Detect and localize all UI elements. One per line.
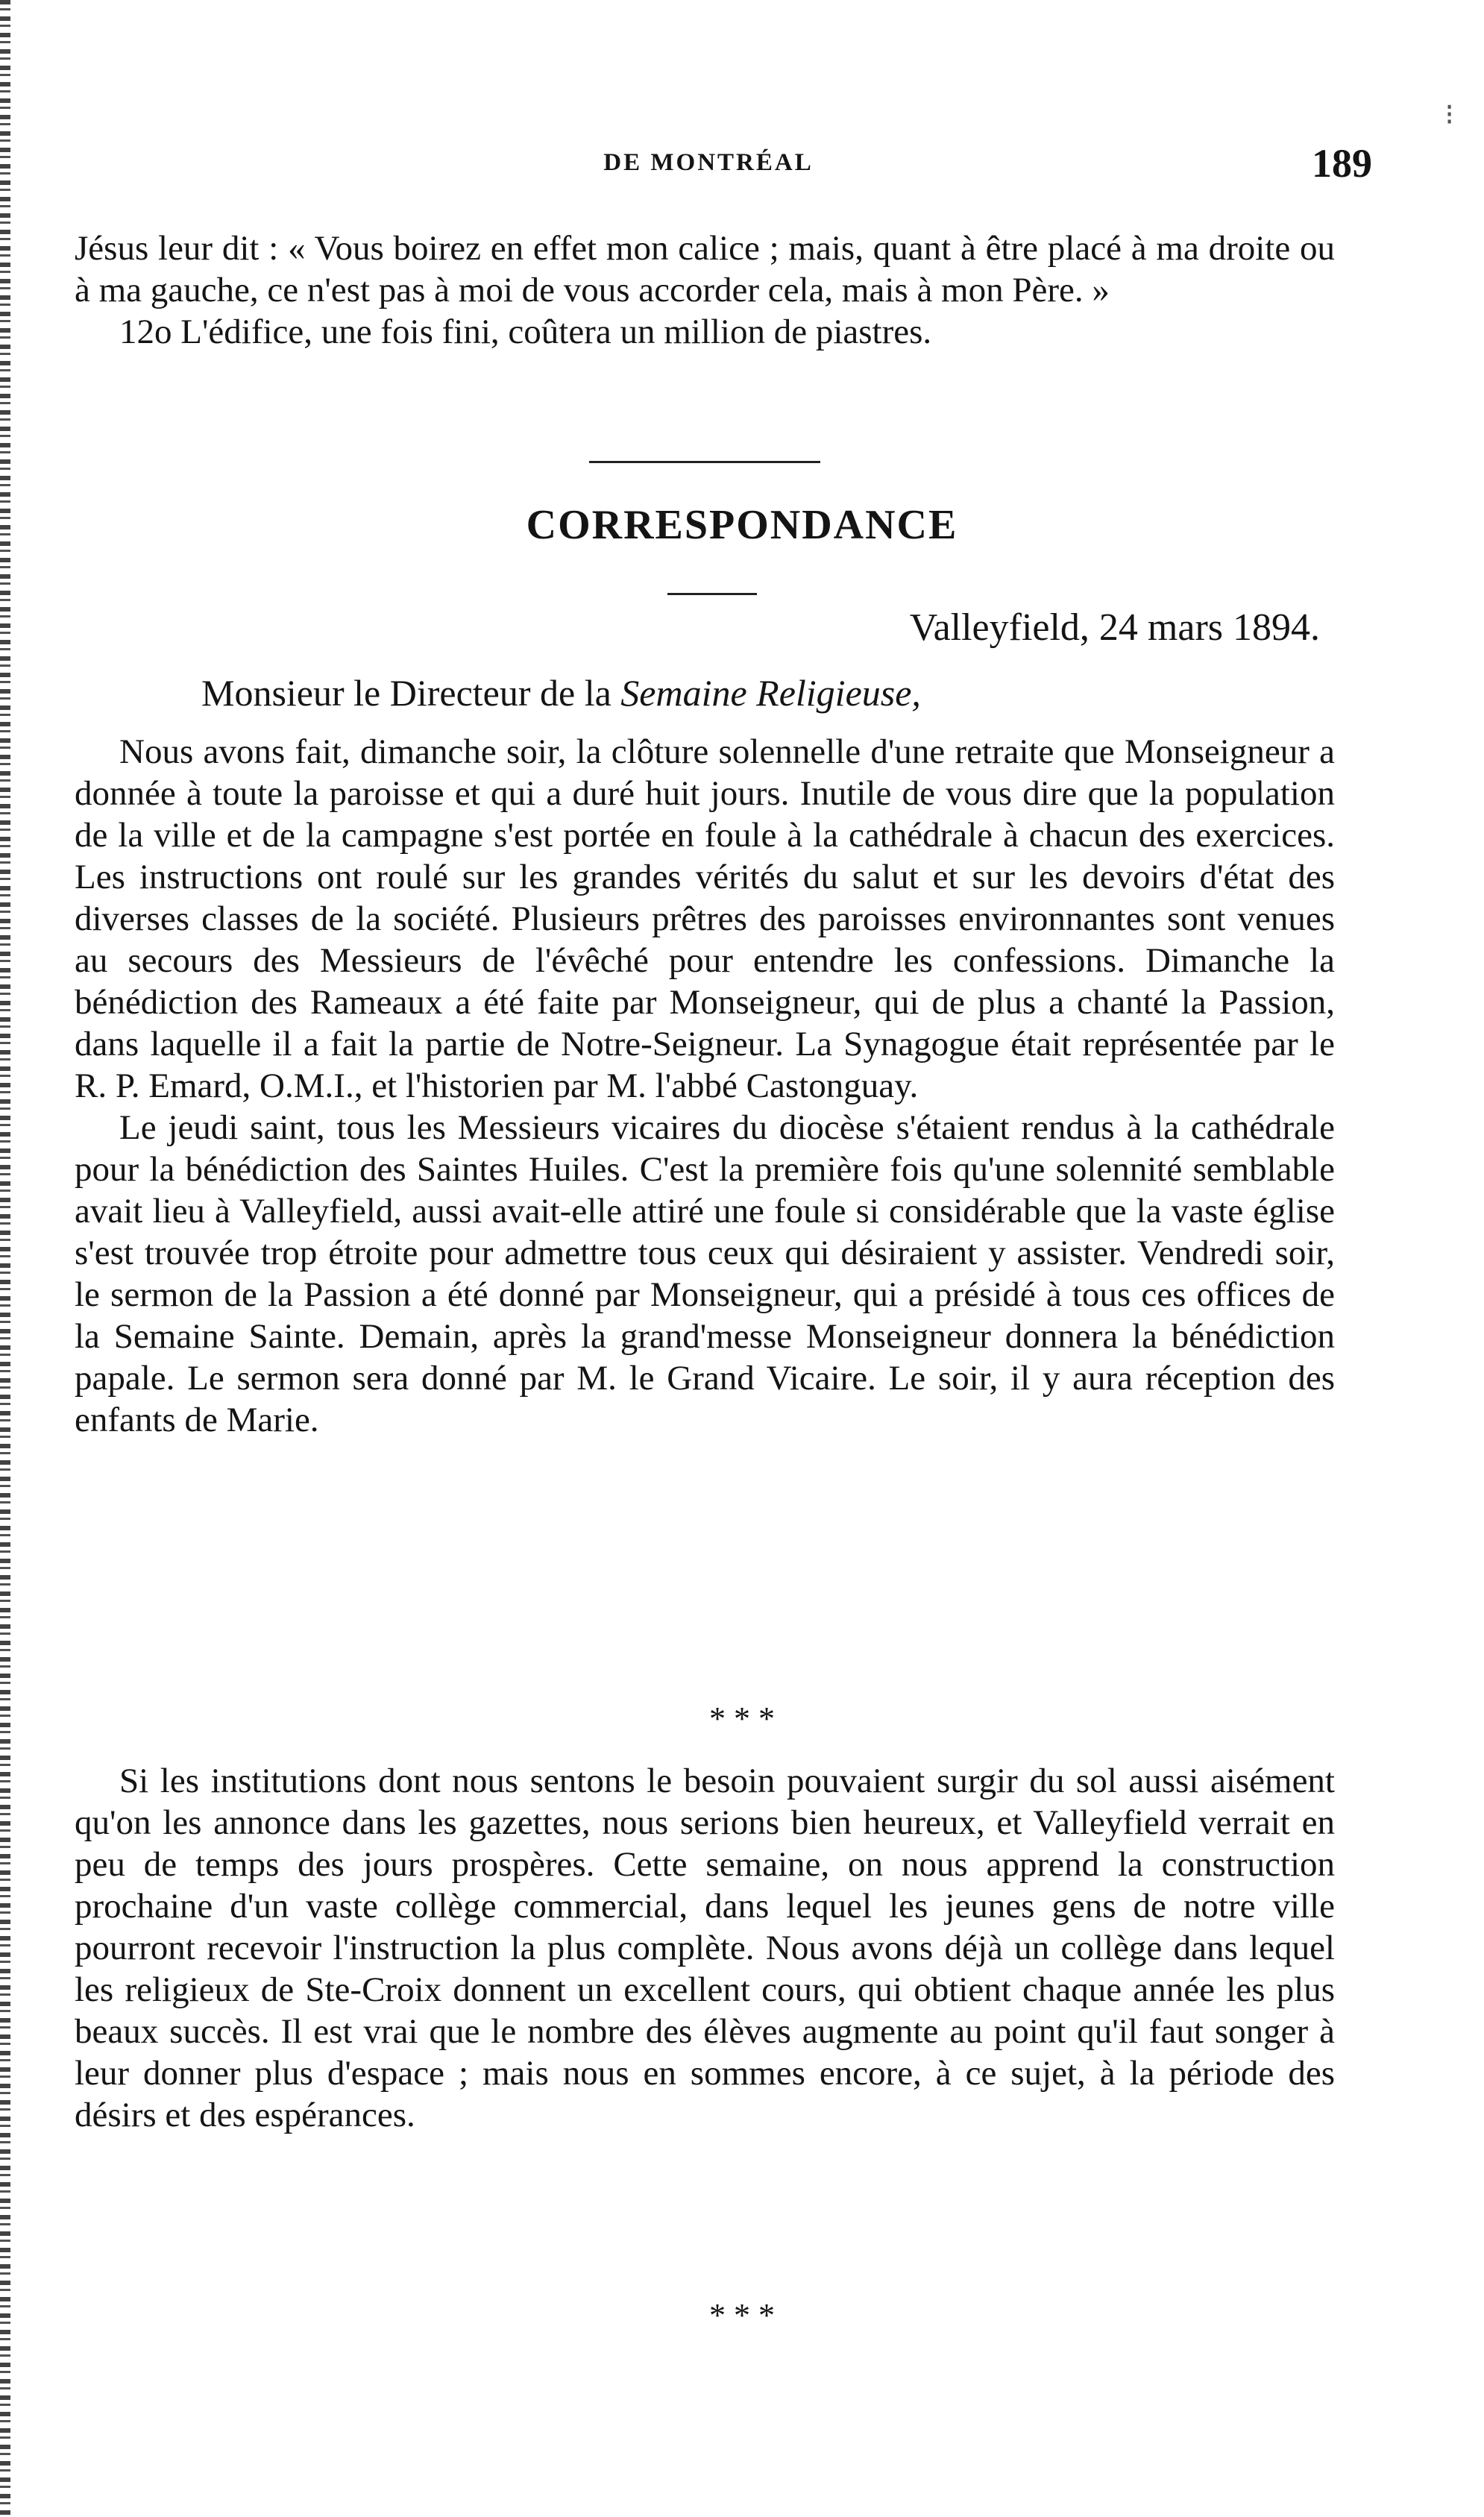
letter-dateline: Valleyfield, 24 mars 1894. [909,606,1320,649]
letter-body [75,731,1335,1441]
scanned-page-edge [0,0,10,2517]
section-heading: CORRESPONDANCE [526,502,958,548]
closing-section [75,1760,1335,2136]
letter-salutation [201,671,921,714]
top-fragment [75,227,1335,353]
asterism: * * * [709,1700,775,1737]
journal-title: Semaine Religieuse, [620,672,921,714]
margin-mark: ⁝ [1444,98,1454,131]
closing-paragraph: Si les institutions dont nous sentons le besoin pouvaient surgir du sol aussi aisément qu'on les annonce dans les gazettes, nous serions bien heureux, et Valleyfield verrait en peu de temps des jours prospères. Cette semaine, on nous apprend la construction prochaine d'un vaste collège commercial, dans lequel les jeunes gens de notre ville pourront recevoir l'instruction la plus complète. Nous avons déjà un collège dans lequel les religieux de Ste-Croix donnent un excellent cours, qui obtient chaque année les plus beaux succès. Il est vrai que le nombre des élèves augmente au point qu'il faut songer à leur donner plus d'espace ; mais nous en sommes encore, à ce sujet, à la période des désirs et des espérances. [75,1762,1335,2134]
page-number: 189 [1312,141,1372,186]
letter-paragraph-1: Nous avons fait, dimanche soir, la clôture solennelle d'une retraite que Monseigneur a donnée à toute la paroisse et qui a duré huit jours. Inutile de vous dire que la population de la ville et de la campagne s'est portée en foule à la cathédrale à chacun des exercices. Les instructions ont roulé sur les grandes vérités du salut et sur les devoirs d'état des diverses classes de la société. Plusieurs prêtres des paroisses environnantes sont venues au secours des Messieurs de l'évêché pour entendre les confessions. Dimanche la bénédiction des Rameaux a été faite par Monseigneur, qui de plus a chanté la Passion, dans laquelle il a fait la partie de Notre-Seigneur. La Synagogue était représentée par le R. P. Emard, O.M.I., et l'historien par M. l'abbé Castonguay. [75,732,1335,1105]
fragment-paragraph-2: 12o L'édifice, une fois fini, coûtera un million de piastres. [119,312,932,351]
asterism-bottom: * * * [709,2297,775,2334]
running-title: DE MONTRÉAL [603,149,814,176]
short-rule [667,593,757,595]
fragment-paragraph-1: Jésus leur dit : « Vous boirez en effet mon calice ; mais, quant à être placé à ma droite ou à ma gauche, ce n'est pas à moi de vous accorder cela, mais à mon Père. » [75,229,1335,309]
separator-rule [589,461,820,463]
salutation-text: Monsieur le Directeur de la [201,672,621,714]
letter-paragraph-2: Le jeudi saint, tous les Messieurs vicaires du diocèse s'étaient rendus à la cathédrale pour la bénédiction des Saintes Huiles. C'est la première fois qu'une solennité semblable avait lieu à Valleyfield, aussi avait-elle attiré une foule si considérable que la vaste église s'est trouvée trop étroite pour admettre tous ceux qui désiraient y assister. Vendredi soir, le sermon de la Passion a été donné par Monseigneur, qui a présidé à tous ces offices de la Semaine Sainte. Demain, après la grand'messe Monseigneur donnera la bénédiction papale. Le sermon sera donné par M. le Grand Vicaire. Le soir, il y aura réception des enfants de Marie. [75,1108,1335,1439]
